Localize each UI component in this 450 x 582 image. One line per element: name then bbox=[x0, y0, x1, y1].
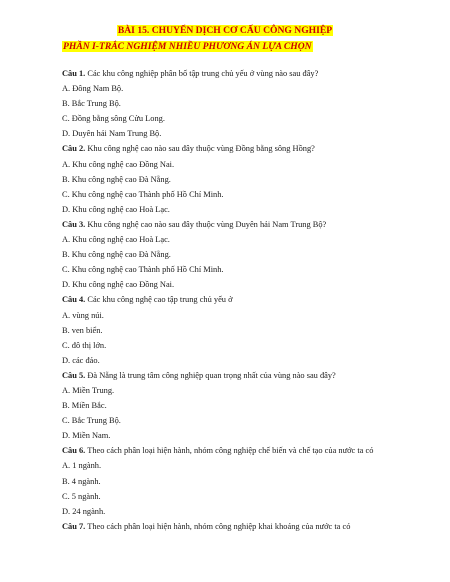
answer-option: C. đô thị lớn. bbox=[62, 340, 107, 350]
question-text: Các khu công nghiệp phân bố tập trung chủ yếu ở vùng nào sau đây? bbox=[85, 69, 319, 78]
answer-option: A. Miền Trung. bbox=[62, 385, 115, 395]
question-label: Câu 7. bbox=[62, 521, 86, 531]
answer-option: A. Khu công nghệ cao Hoà Lạc. bbox=[62, 235, 170, 245]
question-label: Câu 3. bbox=[62, 219, 86, 229]
answer-option: B. ven biển. bbox=[62, 325, 103, 335]
question-text: Đà Nẵng là trung tâm công nghiệp quan trọng nhất của vùng nào sau đây? bbox=[85, 370, 336, 380]
document-title: BÀI 15. CHUYỂN DỊCH CƠ CẤU CÔNG NGHIỆP bbox=[117, 25, 333, 36]
answer-option: D. 24 ngành. bbox=[62, 506, 106, 516]
question-label: Câu 2. bbox=[62, 144, 86, 154]
question-list bbox=[62, 66, 442, 534]
answer-option: B. Miền Bắc. bbox=[62, 401, 107, 411]
answer-option: B. Khu công nghệ cao Đà Nẵng. bbox=[62, 250, 171, 260]
answer-option: C. Khu công nghệ cao Thành phố Hồ Chí Minh. bbox=[62, 189, 224, 199]
question-2 bbox=[62, 141, 442, 156]
answer-option: C. 5 ngành. bbox=[62, 491, 101, 501]
question-text: Khu công nghệ cao nào sau đây thuộc vùng Đồng bằng sông Hồng? bbox=[85, 144, 315, 154]
answer-option: C. Đồng bằng sông Cửu Long. bbox=[62, 114, 165, 124]
answer-option: D. Miền Nam. bbox=[62, 431, 111, 441]
question-1 bbox=[62, 66, 442, 81]
question-label: Câu 5. bbox=[62, 370, 86, 380]
question-label: Câu 6. bbox=[62, 446, 86, 456]
answer-option: D. Khu công nghệ cao Hoà Lạc. bbox=[62, 204, 170, 214]
answer-option: D. Khu công nghệ cao Đồng Nai. bbox=[62, 280, 175, 290]
answer-option: A. vùng núi. bbox=[62, 310, 104, 320]
question-text: Khu công nghệ cao nào sau đây thuộc vùng Duyên hải Nam Trung Bộ? bbox=[85, 219, 327, 229]
answer-option: A. 1 ngành. bbox=[62, 461, 102, 471]
question-label: Câu 1. bbox=[62, 69, 86, 78]
answer-option: C. Bắc Trung Bộ. bbox=[62, 416, 121, 426]
answer-option: B. 4 ngành. bbox=[62, 476, 101, 486]
answer-option: D. Duyên hải Nam Trung Bộ. bbox=[62, 129, 162, 139]
answer-option: B. Khu công nghệ cao Đà Nẵng. bbox=[62, 174, 171, 184]
question-text: Theo cách phân loại hiện hành, nhóm công nghiệp chế biến và chế tạo của nước ta có bbox=[85, 446, 374, 456]
section-heading: PHẦN I-TRẮC NGHIỆM NHIỀU PHƯƠNG ÁN LỰA CHỌN bbox=[63, 41, 312, 52]
answer-option: C. Khu công nghệ cao Thành phố Hồ Chí Minh. bbox=[62, 265, 224, 275]
question-5 bbox=[62, 368, 442, 383]
answer-option: A. Đông Nam Bộ. bbox=[62, 84, 124, 94]
question-label: Câu 4. bbox=[62, 295, 86, 305]
question-3 bbox=[62, 217, 442, 232]
question-text: Các khu công nghệ cao tập trung chủ yếu ở bbox=[85, 295, 233, 305]
question-text: Theo cách phân loại hiện hành, nhóm công nghiệp khai khoáng của nước ta có bbox=[85, 521, 351, 531]
answer-option: B. Bắc Trung Bộ. bbox=[62, 99, 121, 109]
answer-option: D. các đảo. bbox=[62, 355, 100, 365]
question-7 bbox=[62, 519, 442, 534]
answer-option: A. Khu công nghệ cao Đồng Nai. bbox=[62, 159, 175, 169]
question-4 bbox=[62, 292, 442, 307]
question-6 bbox=[62, 443, 442, 458]
